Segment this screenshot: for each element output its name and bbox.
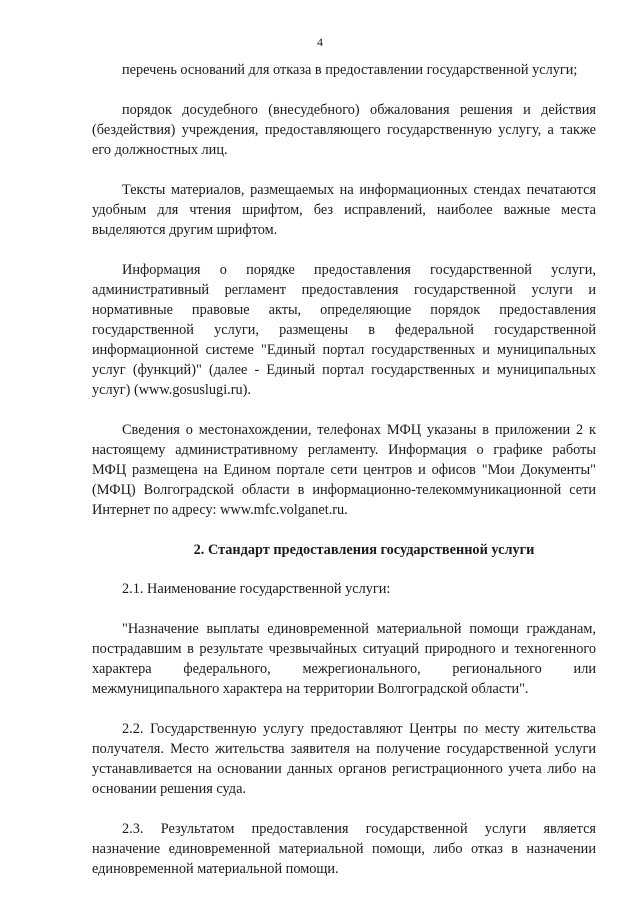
paragraph-2-3: 2.3. Результатом предоставления государственной услуги является назначение единовременной материальной помощи, либо отказ в назначении единовременной материальной помощи. [92,821,596,877]
paragraph-2-1: 2.1. Наименование государственной услуги: [122,581,391,597]
section-heading: 2. Стандарт предоставления государственной услуги [193,542,535,558]
paragraph-mfc-info: Сведения о местонахождении, телефонах МФЦ указаны в приложении 2 к настоящему административному регламенту. Информация о графике работы МФЦ размещена на Едином портале сети центров и офисов "Мои Документы" (МФЦ) Волгоградской области в информационно-телекоммуникационной сети Интернет по адресу: www.mfc.volganet.ru. [92,422,596,518]
paragraph-stand-texts: Тексты материалов, размещаемых на информационных стендах печатаются удобным для чтения шрифтом, без исправлений, наиболее важные места выделяются другим шрифтом. [92,182,596,238]
paragraph-appeal-procedure: порядок досудебного (внесудебного) обжалования решения и действия (бездействия) учреждения, предоставляющего государственную услугу, а также его должностных лиц. [92,102,596,158]
paragraph-portal-info: Информация о порядке предоставления государственной услуги, административный регламент предоставления государственной услуги и нормативные правовые акты, определяющие порядок предоставления государственной услуги, размещены в федеральной государственной информационной системе "Единый портал государственных и муниципальных услуг (функций)" (далее - Единый портал государственных и муниципальных услуг) (www.gosuslugi.ru). [92,262,596,398]
paragraph-2-2: 2.2. Государственную услугу предоставляют Центры по месту жительства получателя. Место жительства заявителя на получение государственной услуги устанавливается на основании данных органов регистрационного учета либо на основании решения суда. [92,721,596,797]
page-number: 4 [317,35,323,49]
paragraph-refusal-grounds: перечень оснований для отказа в предоставлении государственной услуги; [122,62,578,78]
paragraph-service-name: "Назначение выплаты единовременной материальной помощи гражданам, пострадавшим в результате чрезвычайных ситуаций природного и техногенного характера федерального, межрегионального, регионального или межмуниципального характера на территории Волгоградской области". [92,621,596,697]
document-body [92,60,596,899]
